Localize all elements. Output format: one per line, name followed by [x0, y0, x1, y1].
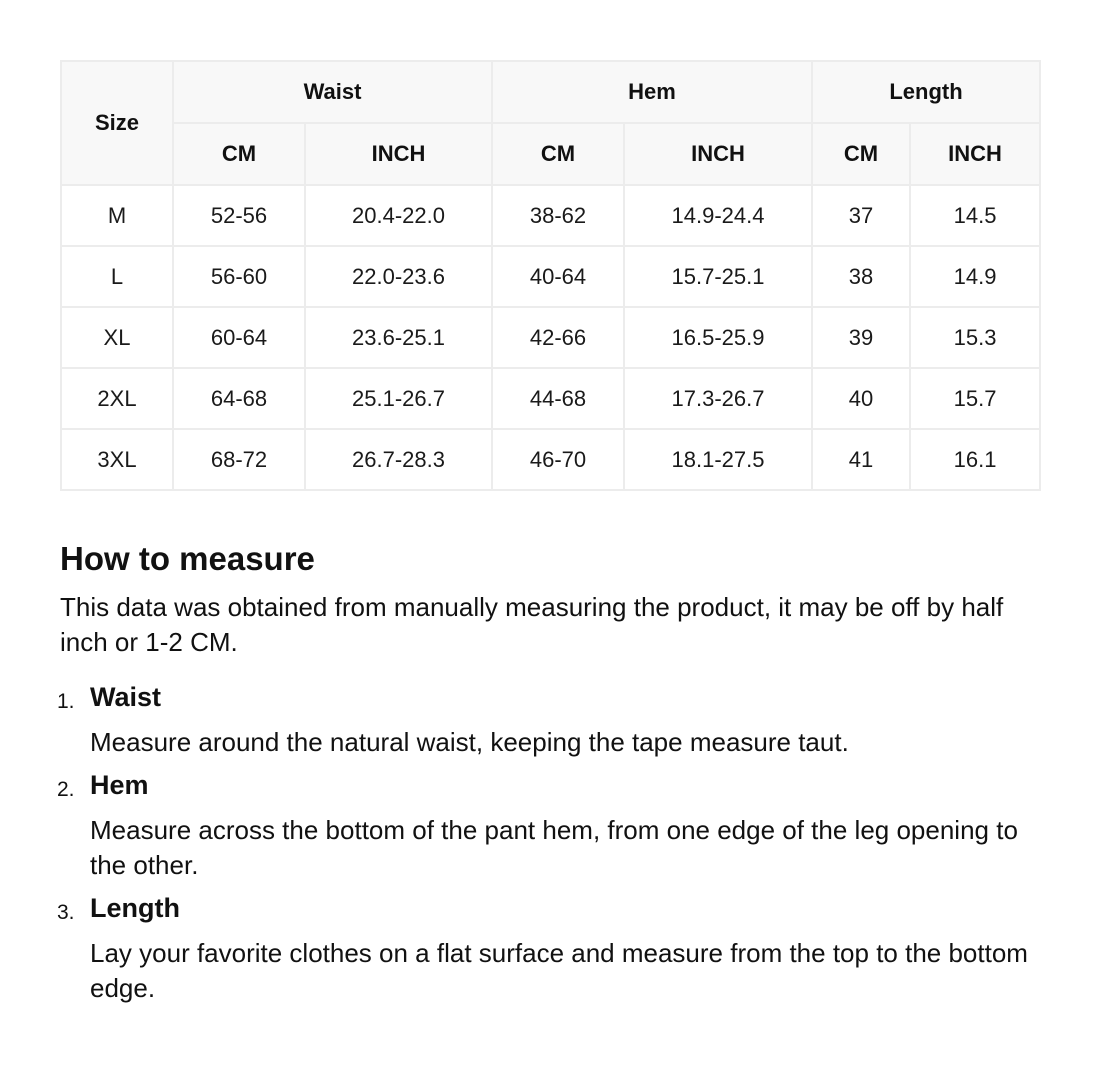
header-waist-inch: INCH: [305, 123, 492, 185]
table-header-row-units: [61, 123, 1040, 185]
cell-length-cm: 38: [812, 246, 910, 307]
cell-size: L: [61, 246, 173, 307]
cell-hem-inch: 17.3-26.7: [624, 368, 812, 429]
table-row: [61, 429, 1040, 490]
header-group-waist: Waist: [173, 61, 492, 123]
header-length-cm: CM: [812, 123, 910, 185]
header-waist-cm: CM: [173, 123, 305, 185]
cell-waist-inch: 26.7-28.3: [305, 429, 492, 490]
cell-waist-cm: 56-60: [173, 246, 305, 307]
cell-length-inch: 16.1: [910, 429, 1040, 490]
cell-length-inch: 15.7: [910, 368, 1040, 429]
step-title: Hem: [90, 770, 149, 800]
step-number: 3.: [57, 901, 75, 924]
intro-text: This data was obtained from manually measuring the product, it may be off by half inch or 1-2 CM.: [60, 592, 1004, 657]
header-hem-inch: INCH: [624, 123, 812, 185]
cell-hem-cm: 42-66: [492, 307, 624, 368]
header-hem-cm: CM: [492, 123, 624, 185]
step-description: Measure around the natural waist, keeping the tape measure taut.: [90, 727, 849, 757]
cell-length-cm: 39: [812, 307, 910, 368]
cell-waist-cm: 60-64: [173, 307, 305, 368]
table-row: [61, 307, 1040, 368]
cell-hem-cm: 40-64: [492, 246, 624, 307]
cell-size: M: [61, 185, 173, 246]
step-title: Waist: [90, 682, 162, 712]
cell-length-inch: 14.9: [910, 246, 1040, 307]
cell-waist-inch: 23.6-25.1: [305, 307, 492, 368]
step-title: Length: [90, 893, 180, 923]
cell-waist-cm: 68-72: [173, 429, 305, 490]
header-size: Size: [61, 61, 173, 185]
step-description: Lay your favorite clothes on a flat surface and measure from the top to the bottom edge.: [90, 938, 1028, 1003]
table-row: [61, 246, 1040, 307]
cell-length-inch: 15.3: [910, 307, 1040, 368]
cell-waist-cm: 64-68: [173, 368, 305, 429]
cell-size: 2XL: [61, 368, 173, 429]
cell-hem-cm: 38-62: [492, 185, 624, 246]
cell-waist-inch: 20.4-22.0: [305, 185, 492, 246]
cell-length-cm: 40: [812, 368, 910, 429]
cell-length-inch: 14.5: [910, 185, 1040, 246]
list-item: [57, 768, 1050, 883]
table-row: [61, 368, 1040, 429]
table-row: [61, 185, 1040, 246]
step-number: 2.: [57, 778, 75, 801]
header-group-hem: Hem: [492, 61, 812, 123]
cell-length-cm: 37: [812, 185, 910, 246]
cell-hem-cm: 46-70: [492, 429, 624, 490]
size-chart-table: [60, 60, 1041, 491]
cell-hem-inch: 18.1-27.5: [624, 429, 812, 490]
cell-size: XL: [61, 307, 173, 368]
how-to-measure-section: [57, 536, 1050, 1014]
cell-length-cm: 41: [812, 429, 910, 490]
header-length-inch: INCH: [910, 123, 1040, 185]
list-item: [57, 680, 1050, 760]
header-group-length: Length: [812, 61, 1040, 123]
cell-hem-inch: 16.5-25.9: [624, 307, 812, 368]
cell-waist-cm: 52-56: [173, 185, 305, 246]
cell-waist-inch: 25.1-26.7: [305, 368, 492, 429]
cell-hem-inch: 14.9-24.4: [624, 185, 812, 246]
cell-hem-inch: 15.7-25.1: [624, 246, 812, 307]
cell-hem-cm: 44-68: [492, 368, 624, 429]
step-description: Measure across the bottom of the pant hem, from one edge of the leg opening to the other.: [90, 815, 1018, 880]
table-header-row-groups: [61, 61, 1040, 123]
cell-waist-inch: 22.0-23.6: [305, 246, 492, 307]
cell-size: 3XL: [61, 429, 173, 490]
step-number: 1.: [57, 690, 75, 713]
list-item: [57, 891, 1050, 1006]
measure-steps-list: [57, 680, 1050, 1006]
section-title: How to measure: [60, 540, 315, 577]
